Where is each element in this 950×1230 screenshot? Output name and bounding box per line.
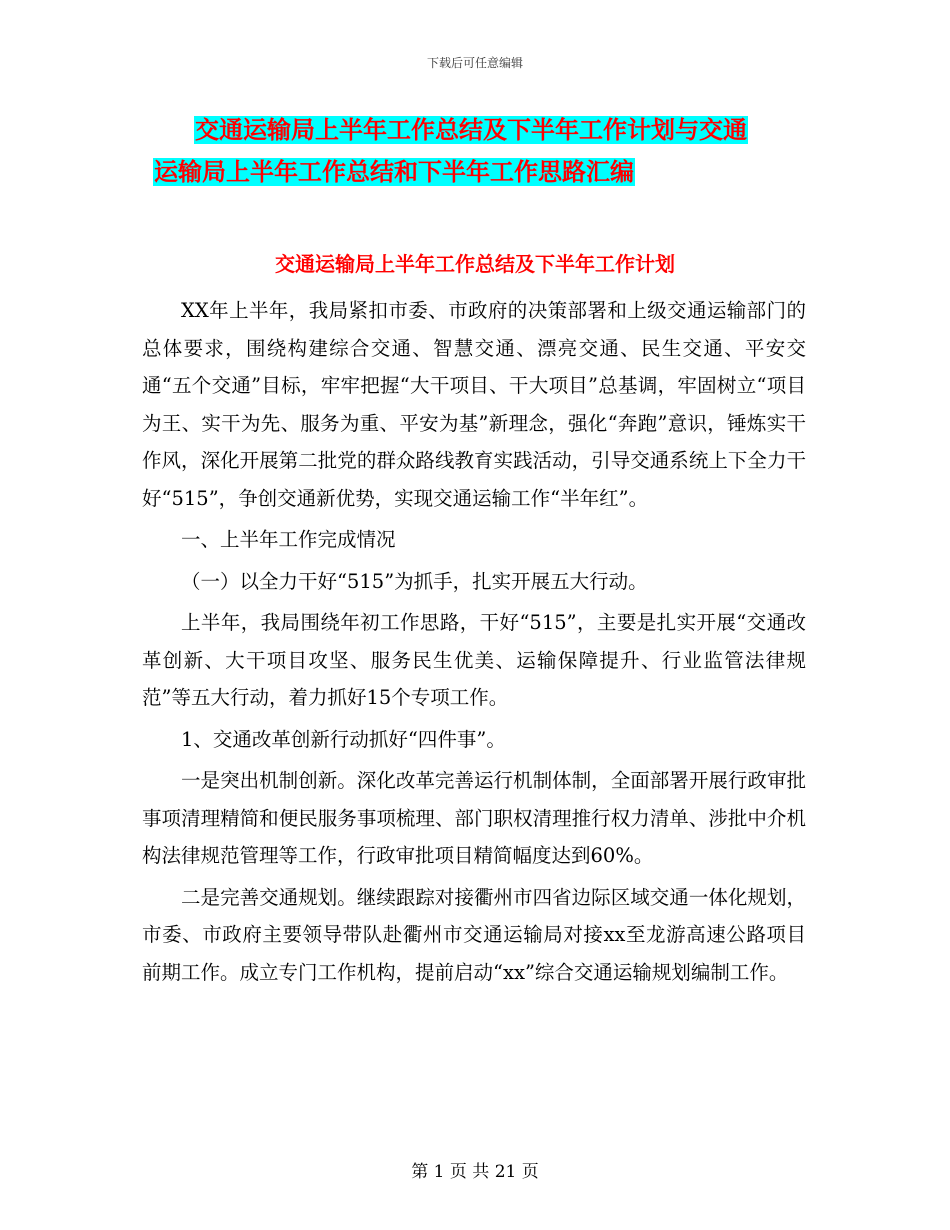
paragraph-planning: 二是完善交通规划。继续跟踪对接衢州市四省边际区域交通一体化规划，市委、市政府主要领导带队赴衢州市交通运输局对接xx至龙游高速公路项目前期工作。成立专门工作机构，提前启动“xx”综合交通运输规划编制工作。 [142,885,806,984]
paragraph-summary: 上半年，我局围绕年初工作思路，干好“515”，主要是扎实开展“交通改革创新、大干项目攻坚、服务民生优美、运输保障提升、行业监管法律规范”等五大行动，着力抓好15个专项工作。 [142,611,806,709]
main-title-line-2-text: 运输局上半年工作总结和下半年工作思路汇编 [154,158,634,186]
body-content [142,292,806,991]
subheading-one: （一）以全力干好“515”为抓手，扎实开展五大行动。 [181,569,648,593]
main-title-line-1 [150,115,854,145]
paragraph-intro: XX年上半年，我局紧扣市委、市政府的决策部署和上级交通运输部门的总体要求，围绕构建综合交通、智慧交通、漂亮交通、民生交通、平安交通“五个交通”目标，牢牢把握“大干项目、干大项目”总基调，牢固树立“项目为王、实干为先、服务为重、平安为基”新理念，强化“奔跑”意识，锤炼实干作风，深化开展第二批党的群众路线教育实践活动，引导交通系统上下全力干好“515”，争创交通新优势，实现交通运输工作“半年红”。 [142,299,806,510]
item-heading-1: 1、交通改革创新行动抓好“四件事”。 [181,727,506,751]
main-title-line-1-text: 交通运输局上半年工作总结及下半年工作计划与交通 [195,116,747,144]
main-title-line-2 [150,157,813,187]
page-footer: 第 1 页 共 21 页 [411,1162,539,1182]
paragraph-mechanism: 一是突出机制创新。深化改革完善运行机制体制，全面部署开展行政审批事项清理精简和便民服务事项梳理、部门职权清理推行权力清单、涉批中介机构法律规范管理等工作，行政审批项目精简幅度达到60%。 [142,769,806,867]
header-note: 下载后可任意编辑 [426,56,523,70]
section-title: 交通运输局上半年工作总结及下半年工作计划 [275,252,675,276]
heading-part-one: 一、上半年工作完成情况 [181,528,396,551]
